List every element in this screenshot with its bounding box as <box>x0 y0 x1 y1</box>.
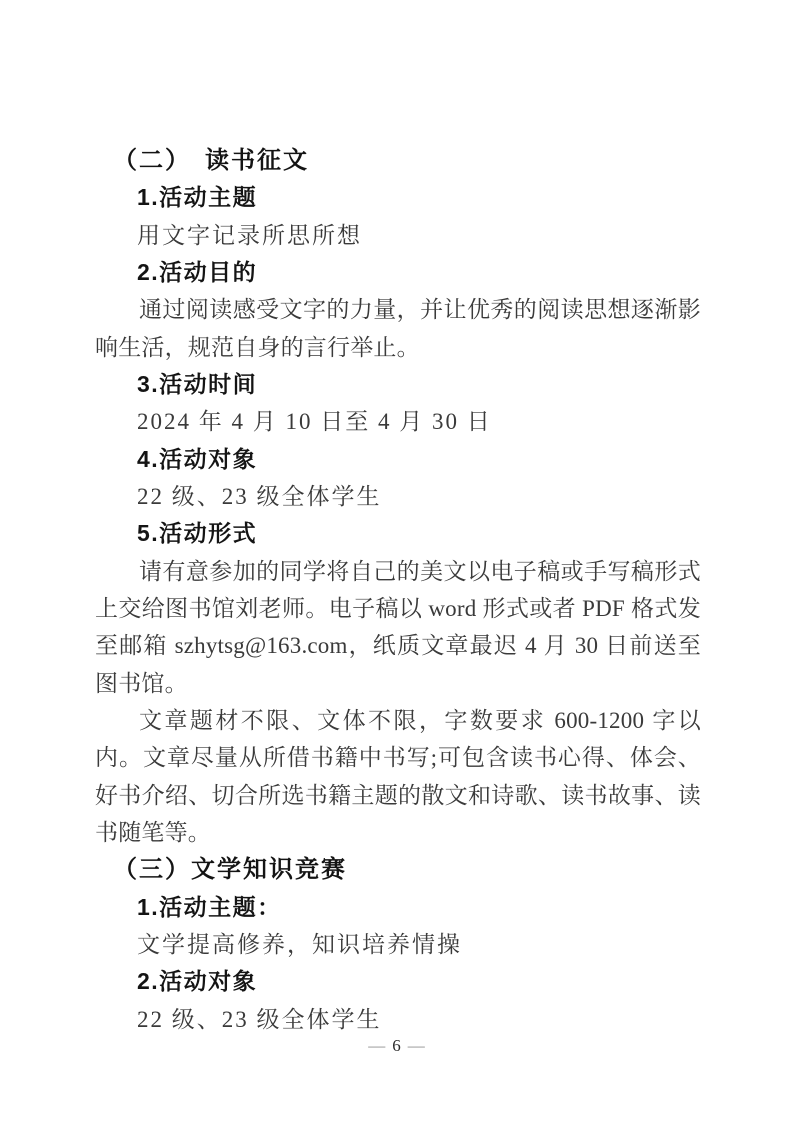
body-line-quiz-audience: 22 级、23 级全体学生 <box>137 1006 382 1032</box>
subheading-activity-format: 5.活动形式 <box>137 520 258 547</box>
body-line-activity-time: 2024 年 4 月 10 日至 4 月 30 日 <box>137 409 492 435</box>
subheading-quiz-audience: 2.活动对象 <box>137 968 258 995</box>
section-heading-literature-quiz: （三）文学知识竞赛 <box>113 856 347 884</box>
paragraph-essay-requirements: 文章题材不限、文体不限，字数要求 600-1200 字以内。文章尽量从所借书籍中书写;可包含读书心得、体会、好书介绍、切合所选书籍主题的散文和诗歌、读书故事、读书随笔等。 <box>95 707 701 845</box>
section-heading-reading-essay: （二） 读书征文 <box>113 147 309 174</box>
body-line-quiz-theme: 文学提高修养，知识培养情操 <box>137 931 462 957</box>
document-body <box>95 142 701 1038</box>
subheading-activity-purpose: 2.活动目的 <box>137 258 258 285</box>
subheading-quiz-theme: 1.活动主题： <box>137 893 282 920</box>
paragraph-submission-instructions: 请有意参加的同学将自己的美文以电子稿或手写稿形式上交给图书馆刘老师。电子稿以 word 形式或者 PDF 格式发至邮箱 szhytsg@163.com，纸质文章最迟 4 月 30 日前送至图书馆。 <box>95 558 701 696</box>
page-footer <box>0 1034 793 1058</box>
body-line-activity-theme: 用文字记录所思所想 <box>137 222 362 248</box>
page-number: 6 <box>392 1036 401 1055</box>
subheading-activity-audience: 4.活动对象 <box>137 445 258 472</box>
body-line-activity-audience: 22 级、23 级全体学生 <box>137 483 382 509</box>
footer-dash-left: — <box>368 1036 386 1055</box>
paragraph-activity-purpose: 通过阅读感受文字的力量，并让优秀的阅读思想逐渐影响生活，规范自身的言行举止。 <box>95 297 701 360</box>
subheading-activity-time: 3.活动时间 <box>137 370 258 397</box>
subheading-activity-theme: 1.活动主题 <box>137 184 258 211</box>
footer-dash-right: — <box>407 1036 425 1055</box>
